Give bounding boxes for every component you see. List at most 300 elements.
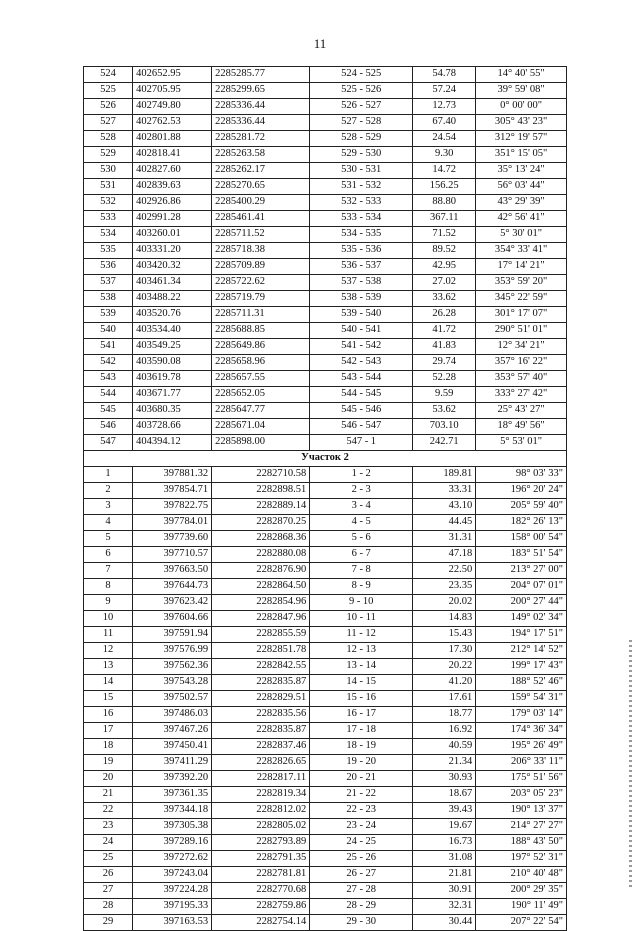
table-row	[84, 707, 567, 723]
table-row	[84, 547, 567, 563]
x-coordinate-cell: 402926.86	[133, 195, 212, 211]
point-number-cell: 14	[84, 675, 133, 691]
direction-angle-cell: 353° 59' 20"	[476, 275, 567, 291]
y-coordinate-cell: 2282826.65	[212, 755, 310, 771]
segment-cell: 26 - 27	[310, 867, 413, 883]
x-coordinate-cell: 403331.20	[133, 243, 212, 259]
point-number-cell: 525	[84, 83, 133, 99]
length-cell: 43.10	[413, 499, 476, 515]
length-cell: 242.71	[413, 435, 476, 451]
y-coordinate-cell: 2282835.87	[212, 675, 310, 691]
length-cell: 41.20	[413, 675, 476, 691]
y-coordinate-cell: 2285652.05	[212, 387, 310, 403]
segment-cell: 529 - 530	[310, 147, 413, 163]
segment-cell: 4 - 5	[310, 515, 413, 531]
length-cell: 14.83	[413, 611, 476, 627]
segment-cell: 21 - 22	[310, 787, 413, 803]
point-number-cell: 19	[84, 755, 133, 771]
x-coordinate-cell: 397243.04	[133, 867, 212, 883]
x-coordinate-cell: 397710.57	[133, 547, 212, 563]
point-number-cell: 539	[84, 307, 133, 323]
table-row	[84, 899, 567, 915]
segment-cell: 542 - 543	[310, 355, 413, 371]
point-number-cell: 538	[84, 291, 133, 307]
table-row	[84, 819, 567, 835]
point-number-cell: 2	[84, 483, 133, 499]
length-cell: 42.95	[413, 259, 476, 275]
segment-cell: 29 - 30	[310, 915, 413, 931]
point-number-cell: 532	[84, 195, 133, 211]
y-coordinate-cell: 2285262.17	[212, 163, 310, 179]
y-coordinate-cell: 2282870.25	[212, 515, 310, 531]
x-coordinate-cell: 397163.53	[133, 915, 212, 931]
segment-cell: 528 - 529	[310, 131, 413, 147]
x-coordinate-cell: 402839.63	[133, 179, 212, 195]
table-row	[84, 835, 567, 851]
direction-angle-cell: 305° 43' 23"	[476, 115, 567, 131]
length-cell: 89.52	[413, 243, 476, 259]
x-coordinate-cell: 403534.40	[133, 323, 212, 339]
segment-cell: 11 - 12	[310, 627, 413, 643]
segment-cell: 9 - 10	[310, 595, 413, 611]
x-coordinate-cell: 403619.78	[133, 371, 212, 387]
point-number-cell: 526	[84, 99, 133, 115]
segment-cell: 547 - 1	[310, 435, 413, 451]
segment-cell: 538 - 539	[310, 291, 413, 307]
x-coordinate-cell: 397543.28	[133, 675, 212, 691]
x-coordinate-cell: 403260.01	[133, 227, 212, 243]
x-coordinate-cell: 402818.41	[133, 147, 212, 163]
scan-edge-mark	[629, 640, 632, 890]
table-row	[84, 115, 567, 131]
table-row	[84, 771, 567, 787]
page-number: 11	[313, 36, 327, 51]
table-row	[84, 675, 567, 691]
y-coordinate-cell: 2285711.52	[212, 227, 310, 243]
table-row	[84, 611, 567, 627]
coordinates-table	[83, 66, 567, 931]
table-row	[84, 787, 567, 803]
length-cell: 19.67	[413, 819, 476, 835]
length-cell: 53.62	[413, 403, 476, 419]
y-coordinate-cell: 2285461.41	[212, 211, 310, 227]
length-cell: 15.43	[413, 627, 476, 643]
direction-angle-cell: 18° 49' 56"	[476, 419, 567, 435]
length-cell: 21.81	[413, 867, 476, 883]
segment-cell: 541 - 542	[310, 339, 413, 355]
y-coordinate-cell: 2282847.96	[212, 611, 310, 627]
point-number-cell: 18	[84, 739, 133, 755]
table-row	[84, 387, 567, 403]
length-cell: 47.18	[413, 547, 476, 563]
x-coordinate-cell: 397195.33	[133, 899, 212, 915]
x-coordinate-cell: 402801.88	[133, 131, 212, 147]
segment-cell: 18 - 19	[310, 739, 413, 755]
segment-cell: 15 - 16	[310, 691, 413, 707]
length-cell: 189.81	[413, 467, 476, 483]
point-number-cell: 20	[84, 771, 133, 787]
direction-angle-cell: 290° 51' 01"	[476, 323, 567, 339]
segment-cell: 539 - 540	[310, 307, 413, 323]
length-cell: 24.54	[413, 131, 476, 147]
length-cell: 20.02	[413, 595, 476, 611]
y-coordinate-cell: 2285649.86	[212, 339, 310, 355]
table-row	[84, 419, 567, 435]
point-number-cell: 544	[84, 387, 133, 403]
segment-cell: 8 - 9	[310, 579, 413, 595]
direction-angle-cell: 345° 22' 59"	[476, 291, 567, 307]
x-coordinate-cell: 397486.03	[133, 707, 212, 723]
segment-cell: 534 - 535	[310, 227, 413, 243]
length-cell: 40.59	[413, 739, 476, 755]
length-cell: 31.08	[413, 851, 476, 867]
direction-angle-cell: 182° 26' 13"	[476, 515, 567, 531]
segment-cell: 546 - 547	[310, 419, 413, 435]
table-row	[84, 275, 567, 291]
length-cell: 41.83	[413, 339, 476, 355]
point-number-cell: 545	[84, 403, 133, 419]
y-coordinate-cell: 2285898.00	[212, 435, 310, 451]
point-number-cell: 529	[84, 147, 133, 163]
segment-cell: 17 - 18	[310, 723, 413, 739]
length-cell: 41.72	[413, 323, 476, 339]
y-coordinate-cell: 2285281.72	[212, 131, 310, 147]
direction-angle-cell: 5° 30' 01"	[476, 227, 567, 243]
point-number-cell: 541	[84, 339, 133, 355]
point-number-cell: 547	[84, 435, 133, 451]
y-coordinate-cell: 2285718.38	[212, 243, 310, 259]
direction-angle-cell: 158° 00' 54"	[476, 531, 567, 547]
x-coordinate-cell: 402827.60	[133, 163, 212, 179]
y-coordinate-cell: 2282880.08	[212, 547, 310, 563]
table-row	[84, 867, 567, 883]
y-coordinate-cell: 2282864.50	[212, 579, 310, 595]
segment-cell: 536 - 537	[310, 259, 413, 275]
y-coordinate-cell: 2285647.77	[212, 403, 310, 419]
length-cell: 71.52	[413, 227, 476, 243]
table-row	[84, 595, 567, 611]
y-coordinate-cell: 2282835.87	[212, 723, 310, 739]
length-cell: 54.78	[413, 67, 476, 83]
direction-angle-cell: 188° 43' 50"	[476, 835, 567, 851]
y-coordinate-cell: 2282805.02	[212, 819, 310, 835]
table-row	[84, 403, 567, 419]
point-number-cell: 1	[84, 467, 133, 483]
table-row	[84, 243, 567, 259]
y-coordinate-cell: 2285657.55	[212, 371, 310, 387]
segment-cell: 525 - 526	[310, 83, 413, 99]
length-cell: 20.22	[413, 659, 476, 675]
length-cell: 88.80	[413, 195, 476, 211]
direction-angle-cell: 205° 59' 40"	[476, 499, 567, 515]
direction-angle-cell: 190° 13' 37"	[476, 803, 567, 819]
segment-cell: 16 - 17	[310, 707, 413, 723]
y-coordinate-cell: 2282819.34	[212, 787, 310, 803]
direction-angle-cell: 35° 13' 24"	[476, 163, 567, 179]
segment-cell: 6 - 7	[310, 547, 413, 563]
y-coordinate-cell: 2282791.35	[212, 851, 310, 867]
table-row	[84, 531, 567, 547]
section-2-body	[84, 467, 567, 931]
direction-angle-cell: 175° 51' 56"	[476, 771, 567, 787]
y-coordinate-cell: 2282898.51	[212, 483, 310, 499]
segment-cell: 27 - 28	[310, 883, 413, 899]
segment-cell: 527 - 528	[310, 115, 413, 131]
x-coordinate-cell: 403420.32	[133, 259, 212, 275]
x-coordinate-cell: 397344.18	[133, 803, 212, 819]
direction-angle-cell: 12° 34' 21"	[476, 339, 567, 355]
point-number-cell: 543	[84, 371, 133, 387]
segment-cell: 22 - 23	[310, 803, 413, 819]
table-row	[84, 83, 567, 99]
table-row	[84, 883, 567, 899]
point-number-cell: 21	[84, 787, 133, 803]
x-coordinate-cell: 402749.80	[133, 99, 212, 115]
length-cell: 16.92	[413, 723, 476, 739]
x-coordinate-cell: 403520.76	[133, 307, 212, 323]
direction-angle-cell: 213° 27' 00"	[476, 563, 567, 579]
segment-cell: 24 - 25	[310, 835, 413, 851]
segment-cell: 14 - 15	[310, 675, 413, 691]
segment-cell: 23 - 24	[310, 819, 413, 835]
segment-cell: 545 - 546	[310, 403, 413, 419]
direction-angle-cell: 56° 03' 44"	[476, 179, 567, 195]
direction-angle-cell: 200° 29' 35"	[476, 883, 567, 899]
y-coordinate-cell: 2285719.79	[212, 291, 310, 307]
table-row	[84, 307, 567, 323]
segment-cell: 7 - 8	[310, 563, 413, 579]
direction-angle-cell: 210° 40' 48"	[476, 867, 567, 883]
point-number-cell: 527	[84, 115, 133, 131]
point-number-cell: 524	[84, 67, 133, 83]
direction-angle-cell: 214° 27' 27"	[476, 819, 567, 835]
y-coordinate-cell: 2282781.81	[212, 867, 310, 883]
point-number-cell: 542	[84, 355, 133, 371]
point-number-cell: 17	[84, 723, 133, 739]
y-coordinate-cell: 2282851.78	[212, 643, 310, 659]
direction-angle-cell: 159° 54' 31"	[476, 691, 567, 707]
point-number-cell: 528	[84, 131, 133, 147]
direction-angle-cell: 351° 15' 05"	[476, 147, 567, 163]
table-row	[84, 355, 567, 371]
point-number-cell: 10	[84, 611, 133, 627]
point-number-cell: 531	[84, 179, 133, 195]
y-coordinate-cell: 2285722.62	[212, 275, 310, 291]
point-number-cell: 9	[84, 595, 133, 611]
length-cell: 39.43	[413, 803, 476, 819]
y-coordinate-cell: 2285688.85	[212, 323, 310, 339]
point-number-cell: 24	[84, 835, 133, 851]
length-cell: 44.45	[413, 515, 476, 531]
length-cell: 9.59	[413, 387, 476, 403]
length-cell: 16.73	[413, 835, 476, 851]
table-row	[84, 211, 567, 227]
y-coordinate-cell: 2285711.31	[212, 307, 310, 323]
x-coordinate-cell: 397881.32	[133, 467, 212, 483]
point-number-cell: 15	[84, 691, 133, 707]
point-number-cell: 25	[84, 851, 133, 867]
section-1-body	[84, 67, 567, 451]
point-number-cell: 7	[84, 563, 133, 579]
x-coordinate-cell: 397392.20	[133, 771, 212, 787]
y-coordinate-cell: 2285285.77	[212, 67, 310, 83]
point-number-cell: 540	[84, 323, 133, 339]
table-row	[84, 227, 567, 243]
segment-cell: 10 - 11	[310, 611, 413, 627]
y-coordinate-cell: 2282854.96	[212, 595, 310, 611]
direction-angle-cell: 197° 52' 31"	[476, 851, 567, 867]
length-cell: 30.44	[413, 915, 476, 931]
length-cell: 703.10	[413, 419, 476, 435]
table-row	[84, 499, 567, 515]
x-coordinate-cell: 397591.94	[133, 627, 212, 643]
length-cell: 9.30	[413, 147, 476, 163]
table-row	[84, 803, 567, 819]
length-cell: 22.50	[413, 563, 476, 579]
table-row	[84, 195, 567, 211]
x-coordinate-cell: 403590.08	[133, 355, 212, 371]
table-row	[84, 659, 567, 675]
direction-angle-cell: 333° 27' 42"	[476, 387, 567, 403]
y-coordinate-cell: 2285299.65	[212, 83, 310, 99]
y-coordinate-cell: 2285263.58	[212, 147, 310, 163]
x-coordinate-cell: 397576.99	[133, 643, 212, 659]
length-cell: 21.34	[413, 755, 476, 771]
point-number-cell: 6	[84, 547, 133, 563]
section-title: Участок 2	[84, 451, 567, 467]
segment-cell: 544 - 545	[310, 387, 413, 403]
segment-cell: 12 - 13	[310, 643, 413, 659]
point-number-cell: 536	[84, 259, 133, 275]
length-cell: 67.40	[413, 115, 476, 131]
direction-angle-cell: 212° 14' 52"	[476, 643, 567, 659]
length-cell: 156.25	[413, 179, 476, 195]
point-number-cell: 533	[84, 211, 133, 227]
point-number-cell: 23	[84, 819, 133, 835]
y-coordinate-cell: 2282855.59	[212, 627, 310, 643]
point-number-cell: 5	[84, 531, 133, 547]
point-number-cell: 534	[84, 227, 133, 243]
length-cell: 367.11	[413, 211, 476, 227]
x-coordinate-cell: 403549.25	[133, 339, 212, 355]
segment-cell: 25 - 26	[310, 851, 413, 867]
direction-angle-cell: 203° 05' 23"	[476, 787, 567, 803]
table-row	[84, 323, 567, 339]
y-coordinate-cell: 2285270.65	[212, 179, 310, 195]
y-coordinate-cell: 2285671.04	[212, 419, 310, 435]
table-row	[84, 259, 567, 275]
segment-cell: 20 - 21	[310, 771, 413, 787]
x-coordinate-cell: 403680.35	[133, 403, 212, 419]
y-coordinate-cell: 2285658.96	[212, 355, 310, 371]
length-cell: 33.62	[413, 291, 476, 307]
point-number-cell: 8	[84, 579, 133, 595]
y-coordinate-cell: 2282770.68	[212, 883, 310, 899]
table-row	[84, 915, 567, 931]
table-row	[84, 67, 567, 83]
y-coordinate-cell: 2282889.14	[212, 499, 310, 515]
section-2-header	[84, 451, 567, 467]
x-coordinate-cell: 397739.60	[133, 531, 212, 547]
direction-angle-cell: 204° 07' 01"	[476, 579, 567, 595]
y-coordinate-cell: 2282793.89	[212, 835, 310, 851]
segment-cell: 3 - 4	[310, 499, 413, 515]
y-coordinate-cell: 2282876.90	[212, 563, 310, 579]
y-coordinate-cell: 2285709.89	[212, 259, 310, 275]
direction-angle-cell: 14° 40' 55"	[476, 67, 567, 83]
x-coordinate-cell: 397623.42	[133, 595, 212, 611]
length-cell: 23.35	[413, 579, 476, 595]
direction-angle-cell: 0° 00' 00"	[476, 99, 567, 115]
x-coordinate-cell: 402652.95	[133, 67, 212, 83]
direction-angle-cell: 39° 59' 08"	[476, 83, 567, 99]
y-coordinate-cell: 2282868.36	[212, 531, 310, 547]
direction-angle-cell: 200° 27' 44"	[476, 595, 567, 611]
length-cell: 31.31	[413, 531, 476, 547]
table-row	[84, 435, 567, 451]
direction-angle-cell: 188° 52' 46"	[476, 675, 567, 691]
table-row	[84, 179, 567, 195]
table-row	[84, 755, 567, 771]
direction-angle-cell: 353° 57' 40"	[476, 371, 567, 387]
direction-angle-cell: 301° 17' 07"	[476, 307, 567, 323]
direction-angle-cell: 5° 53' 01"	[476, 435, 567, 451]
x-coordinate-cell: 397272.62	[133, 851, 212, 867]
direction-angle-cell: 195° 26' 49"	[476, 739, 567, 755]
direction-angle-cell: 312° 19' 57"	[476, 131, 567, 147]
length-cell: 30.93	[413, 771, 476, 787]
length-cell: 52.28	[413, 371, 476, 387]
table-row	[84, 483, 567, 499]
point-number-cell: 12	[84, 643, 133, 659]
y-coordinate-cell: 2282817.11	[212, 771, 310, 787]
direction-angle-cell: 196° 20' 24"	[476, 483, 567, 499]
segment-cell: 530 - 531	[310, 163, 413, 179]
x-coordinate-cell: 397784.01	[133, 515, 212, 531]
y-coordinate-cell: 2285400.29	[212, 195, 310, 211]
y-coordinate-cell: 2282837.46	[212, 739, 310, 755]
point-number-cell: 535	[84, 243, 133, 259]
y-coordinate-cell: 2285336.44	[212, 99, 310, 115]
x-coordinate-cell: 402762.53	[133, 115, 212, 131]
y-coordinate-cell: 2282759.86	[212, 899, 310, 915]
x-coordinate-cell: 397467.26	[133, 723, 212, 739]
direction-angle-cell: 43° 29' 39"	[476, 195, 567, 211]
x-coordinate-cell: 397411.29	[133, 755, 212, 771]
x-coordinate-cell: 397854.71	[133, 483, 212, 499]
direction-angle-cell: 179° 03' 14"	[476, 707, 567, 723]
direction-angle-cell: 190° 11' 49"	[476, 899, 567, 915]
direction-angle-cell: 25° 43' 27"	[476, 403, 567, 419]
y-coordinate-cell: 2282829.51	[212, 691, 310, 707]
direction-angle-cell: 354° 33' 41"	[476, 243, 567, 259]
segment-cell: 543 - 544	[310, 371, 413, 387]
table-row	[84, 723, 567, 739]
length-cell: 27.02	[413, 275, 476, 291]
length-cell: 30.91	[413, 883, 476, 899]
segment-cell: 13 - 14	[310, 659, 413, 675]
direction-angle-cell: 149° 02' 34"	[476, 611, 567, 627]
segment-cell: 537 - 538	[310, 275, 413, 291]
x-coordinate-cell: 403461.34	[133, 275, 212, 291]
point-number-cell: 537	[84, 275, 133, 291]
direction-angle-cell: 206° 33' 11"	[476, 755, 567, 771]
segment-cell: 28 - 29	[310, 899, 413, 915]
length-cell: 57.24	[413, 83, 476, 99]
x-coordinate-cell: 397502.57	[133, 691, 212, 707]
table-row	[84, 467, 567, 483]
x-coordinate-cell: 403671.77	[133, 387, 212, 403]
